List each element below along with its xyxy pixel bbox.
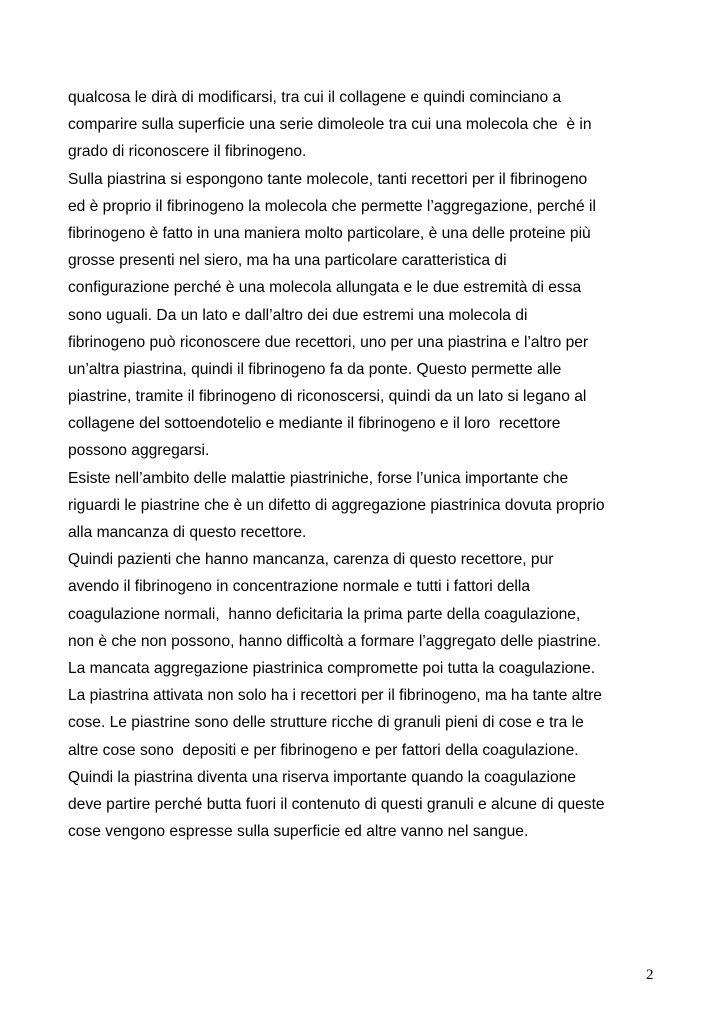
page-number: 2 xyxy=(646,967,654,983)
text-line: coagulazione normali, hanno deficitaria la prima parte della coagulazione, xyxy=(68,605,581,623)
text-line: collagene del sottoendotelio e mediante il fibrinogeno e il loro recettore xyxy=(68,415,561,433)
text-line: grado di riconoscere il fibrinogeno. xyxy=(68,143,307,161)
text-line: La mancata aggregazione piastrinica compromette poi tutta la coagulazione. xyxy=(68,659,596,677)
text-line: Esiste nell’ambito delle malattie piastriniche, forse l’unica importante che xyxy=(68,469,569,487)
text-line: ed è proprio il fibrinogeno la molecola che permette l’aggregazione, perché il xyxy=(68,197,596,215)
text-line: deve partire perché butta fuori il contenuto di questi granuli e alcune di queste xyxy=(68,795,605,813)
text-line: Quindi la piastrina diventa una riserva importante quando la coagulazione xyxy=(68,768,576,786)
text-line: sono uguali. Da un lato e dall’altro dei due estremi una molecola di xyxy=(68,306,528,324)
text-line: alla mancanza di questo recettore. xyxy=(68,524,307,541)
text-line: grosse presenti nel siero, ma ha una particolare caratteristica di xyxy=(68,252,507,270)
text-line: altre cose sono depositi e per fibrinogeno e per fattori della coagulazione. xyxy=(68,741,579,759)
text-line: piastrine, tramite il fibrinogeno di riconoscersi, quindi da un lato si legano al xyxy=(68,388,587,406)
text-line: Quindi pazienti che hanno mancanza, carenza di questo recettore, pur xyxy=(68,551,554,569)
text-line: fibrinogeno può riconoscere due recettori, uno per una piastrina e l’altro per xyxy=(68,333,589,351)
text-line: riguardi le piastrine che è un difetto di aggregazione piastrinica dovuta proprio xyxy=(68,496,605,514)
text-line: configurazione perché è una molecola allungata e le due estremità di essa xyxy=(68,279,582,297)
text-line: qualcosa le dirà di modificarsi, tra cui il collagene e quindi cominciano a xyxy=(68,89,562,106)
text-line: avendo il fibrinogeno in concentrazione normale e tutti i fattori della xyxy=(68,578,531,596)
text-line: Sulla piastrina si espongono tante molecole, tanti recettori per il fibrinogeno xyxy=(68,170,588,188)
text-line: cose vengono espresse sulla superficie ed altre vanno nel sangue. xyxy=(68,823,529,841)
text-line: fibrinogeno è fatto in una maniera molto particolare, è una delle proteine più xyxy=(68,224,591,242)
text-line: cose. Le piastrine sono delle strutture ricche di granuli pieni di cose e tra le xyxy=(68,714,584,732)
text-line: comparire sulla superficie una serie dimoleole tra cui una molecola che è in xyxy=(68,116,592,134)
text-line: La piastrina attivata non solo ha i recettori per il fibrinogeno, ma ha tante altre xyxy=(68,687,602,705)
body-text xyxy=(68,84,668,845)
text-line: non è che non possono, hanno difficoltà a formare l’aggregato delle piastrine. xyxy=(68,632,601,650)
text-line: possono aggregarsi. xyxy=(68,442,210,460)
text-line: un’altra piastrina, quindi il fibrinogeno fa da ponte. Questo permette alle xyxy=(68,360,562,378)
